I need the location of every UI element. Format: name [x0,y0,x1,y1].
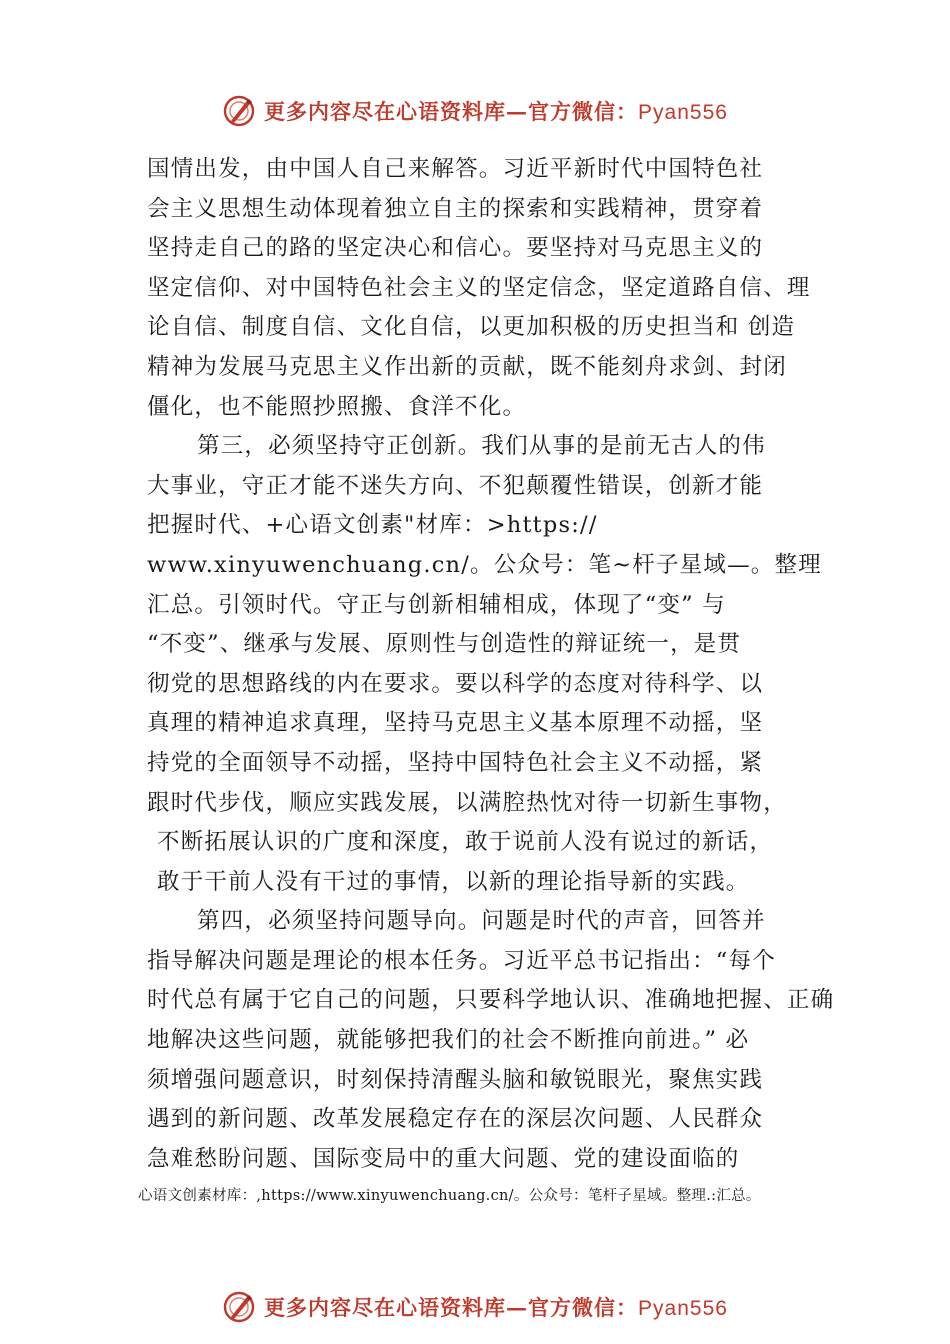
body-line: 须增强问题意识，时刻保持清醒头脑和敏锐眼光，聚焦实践 [147,1066,764,1093]
pen-logo-icon [222,94,256,128]
footer-note: 心语文创素材库：,https://www.xinyuwenchuang.cn/。公众号：笔杆子星域。整理.:汇总。 [138,1188,761,1204]
banner-text: 更多内容尽在心语资料库—官方微信： [264,1295,639,1320]
body-line: 第三，必须坚持守正创新。我们从事的是前无古人的伟 [197,433,766,460]
body-line: 大事业，守正才能不迷失方向、不犯颠覆性错误，创新才能 [147,472,764,499]
banner-handle: Pyan556 [638,101,728,124]
body-line: 第四，必须坚持问题导向。问题是时代的声音，回答并 [197,908,766,935]
header-banner [0,94,950,128]
footer-banner [0,1290,950,1324]
body-line: “不变”、继承与发展、原则性与创造性的辩证统一，是贯 [147,631,742,658]
body-line: 僵化，也不能照抄照搬、食洋不化。 [147,393,527,420]
body-line: 指导解决问题是理论的根本任务。习近平总书记指出：“每个 [147,947,776,974]
body-line: 急难愁盼问题、国际变局中的重大问题、党的建设面临的 [147,1145,740,1172]
body-line: 持党的全面领导不动摇，坚持中国特色社会主义不动摇，紧 [147,749,764,776]
body-line: 把握时代、+心语文创素"材库：>https:// [147,512,598,539]
body-line: 会主义思想生动体现着独立自主的探索和实践精神，贯穿着 [147,195,764,222]
body-line: 跟时代步伐，顺应实践发展，以满腔热忱对待一切新生事物， [147,789,787,816]
body-line: 遇到的新问题、改革发展稳定存在的深层次问题、人民群众 [147,1106,764,1133]
pen-logo-icon [222,1290,256,1324]
banner-text: 更多内容尽在心语资料库—官方微信： [264,99,639,124]
body-line: 国情出发，由中国人自己来解答。习近平新时代中国特色社 [147,156,764,182]
body-line: 敢于干前人没有干过的事情，以新的理论指导新的实践。 [157,868,750,895]
body-line: 彻党的思想路线的内在要求。要以科学的态度对待科学、以 [147,670,764,697]
body-line: 坚持走自己的路的坚定决心和信心。要坚持对马克思主义的 [147,235,764,262]
body-line: 时代总有属于它自己的问题，只要科学地认识、准确地把握、正确 [147,987,835,1014]
body-line: 汇总。引领时代。守正与创新相辅相成，体现了“变” 与 [147,591,726,618]
body-line: www.xinyuwenchuang.cn/。公众号：笔~杆子星域—。整理 [147,551,822,578]
body-line: 坚定信仰、对中国特色社会主义的坚定信念，坚定道路自信、理 [147,274,811,301]
body-line: 论自信、制度自信、文化自信，以更加积极的历史担当和 创造 [147,314,796,341]
body-line: 精神为发展马克思主义作出新的贡献，既不能刻舟求剑、封闭 [147,353,787,380]
body-line: 不断拓展认识的广度和深度，敢于说前人没有说过的新话， [157,829,774,856]
banner-handle: Pyan556 [638,1297,728,1320]
body-line: 真理的精神追求真理，坚持马克思主义基本原理不动摇，坚 [147,710,764,737]
document-body [147,150,835,1179]
body-line: 地解决这些问题，就能够把我们的社会不断推向前进。” 必 [147,1027,750,1054]
